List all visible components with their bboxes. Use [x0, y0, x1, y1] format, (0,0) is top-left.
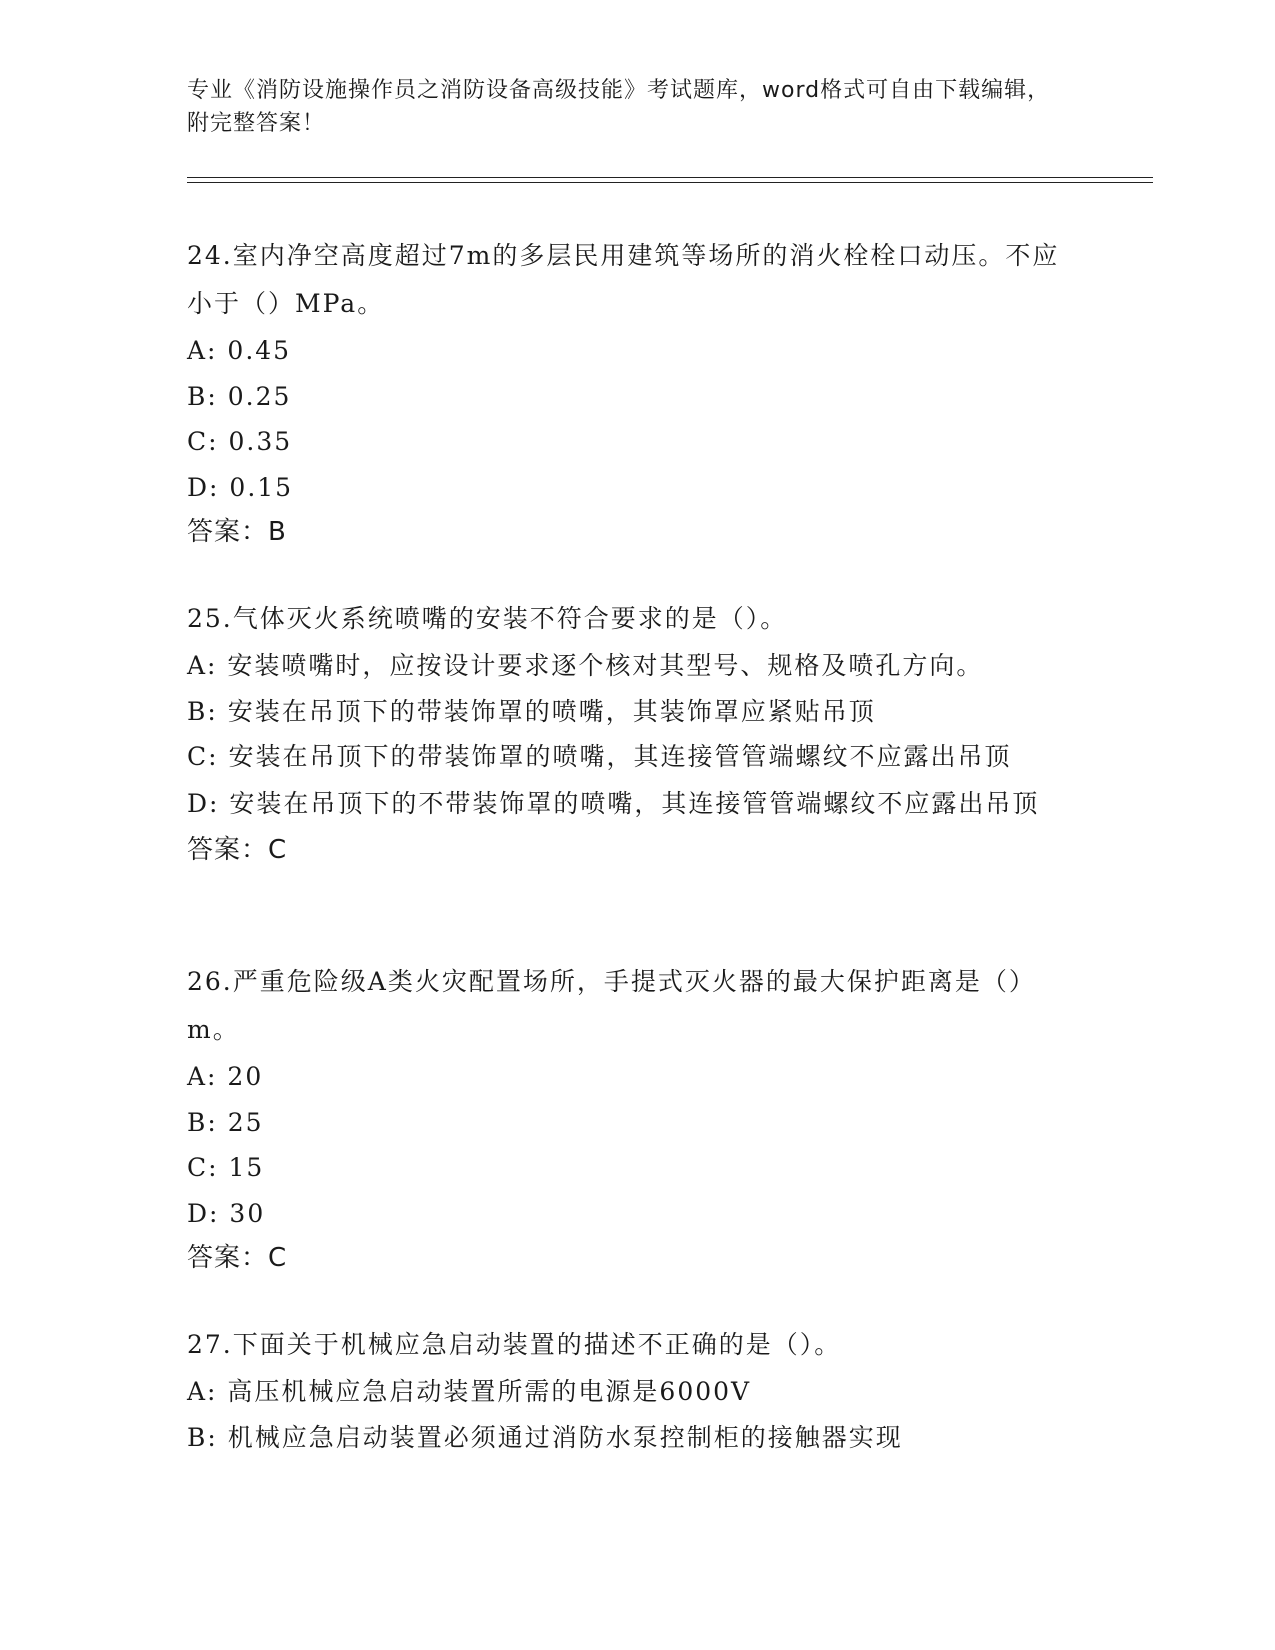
- document-header: 专业《消防设施操作员之消防设备高级技能》考试题库，word格式可自由下载编辑，附完整答案！: [187, 78, 1051, 136]
- answer-label: 答案：B: [187, 517, 287, 547]
- option-c: C: 15: [187, 1153, 265, 1182]
- option-d: D: 30: [187, 1198, 266, 1228]
- question-stem: 24.室内净空高度超过7m的多层民用建筑等场所的消火栓栓口动压。不应小于（）MPa。: [187, 241, 1060, 318]
- option-d: D: 0.15: [187, 472, 294, 502]
- question-24: [187, 232, 1067, 555]
- question-26: [187, 958, 1067, 1281]
- option-d: D: 安装在吊顶下的不带装饰罩的喷嘴，其连接管管端螺纹不应露出吊顶: [187, 788, 1040, 818]
- option-c: C: 安装在吊顶下的带装饰罩的喷嘴，其连接管管端螺纹不应露出吊顶: [187, 742, 1012, 771]
- answer-label: 答案：C: [187, 834, 288, 865]
- option-b: B: 机械应急启动装置必须通过消防水泵控制柜的接触器实现: [187, 1422, 903, 1452]
- option-b: B: 25: [187, 1107, 264, 1137]
- question-25: [187, 595, 1067, 873]
- option-b: B: 安装在吊顶下的带装饰罩的喷嘴，其装饰罩应紧贴吊顶: [187, 696, 876, 726]
- question-stem: 26.严重危险级A类火灾配置场所，手提式灭火器的最大保护距离是（）m。: [187, 967, 1036, 1044]
- header-rule-bottom: [187, 182, 1153, 183]
- option-c: C: 0.35: [187, 427, 293, 456]
- option-a: A: 高压机械应急启动装置所需的电源是6000V: [187, 1377, 752, 1406]
- question-stem: 27.下面关于机械应急启动装置的描述不正确的是（）。: [187, 1330, 842, 1359]
- option-a: A: 安装喷嘴时，应按设计要求逐个核对其型号、规格及喷孔方向。: [187, 651, 984, 680]
- question-27: [187, 1321, 1067, 1460]
- header-rule-top: [187, 177, 1153, 178]
- option-a: A: 0.45: [187, 336, 292, 365]
- option-a: A: 20: [187, 1062, 264, 1091]
- question-stem: 25.气体灭火系统喷嘴的安装不符合要求的是（）。: [187, 604, 788, 633]
- answer-label: 答案：C: [187, 1243, 288, 1273]
- option-b: B: 0.25: [187, 381, 292, 411]
